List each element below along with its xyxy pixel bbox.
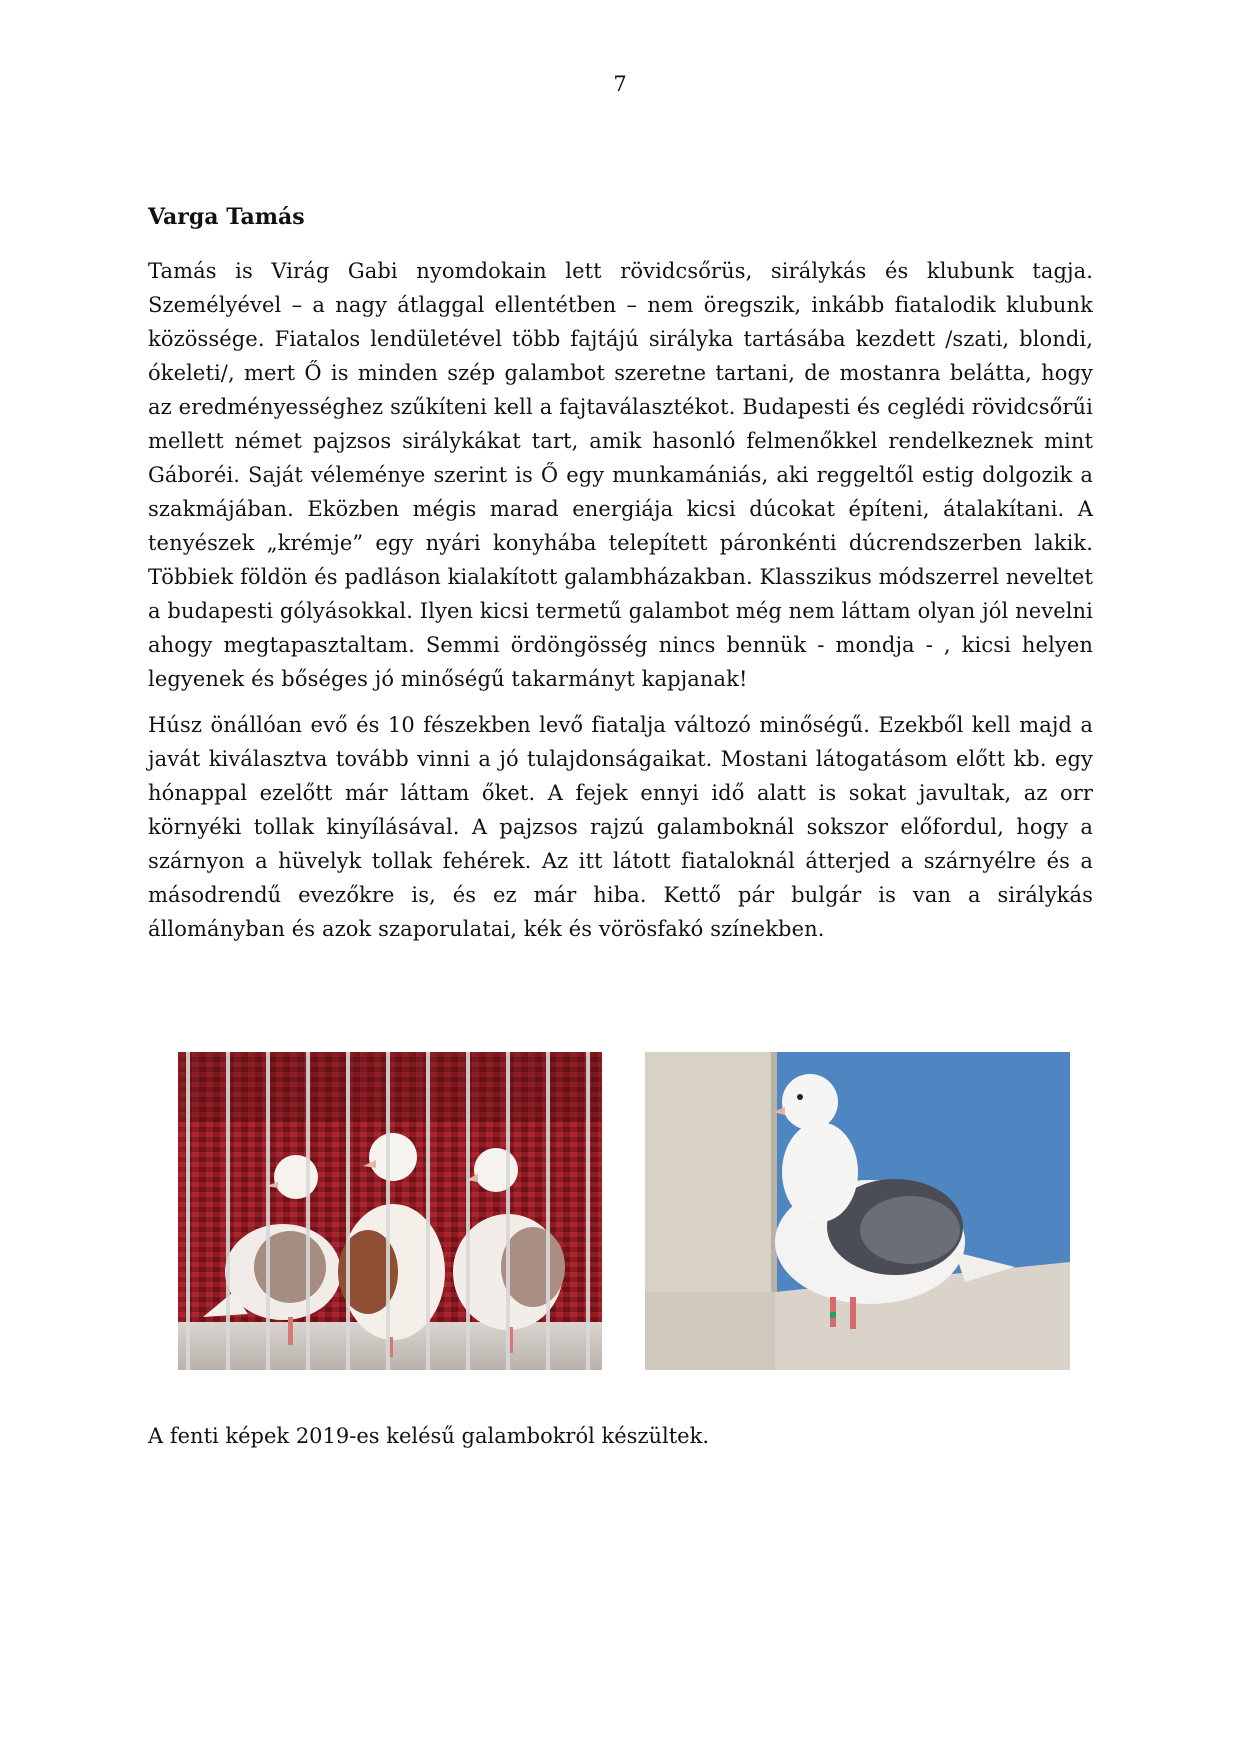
article-heading: Varga Tamás <box>148 204 305 230</box>
pigeon-in-corner-photo <box>645 1052 1070 1370</box>
article-paragraph-1: Tamás is Virág Gabi nyomdokain lett rövidcsőrüs, sirálykás és klubunk tagja. Személyével – a nagy átlaggal ellentétben – nem öregszik, inkább fiatalodik klubunk közössége. Fiatalos lendületével több fajtájú sirályka tartásába kezdett /szati, blondi, ókeleti/, mert Ő is minden szép galambot szeretne tartani, de mostanra belátta, hogy az eredményességhez szűkíteni kell a fajtaválasztékot. Budapesti és ceglédi rövidcsőrűi mellett német pajzsos sirálykákat tart, amik hasonló felmenőkkel rendelkeznek mint Gáboréi. Saját véleménye szerint is Ő egy munkamániás, aki reggeltől estig dolgozik a szakmájában. Eközben mégis marad energiája kicsi dúcokat építeni, átalakítani. A tenyészek „krémje” egy nyári konyhába telepített páronkénti dúcrendszerben lakik. Többiek földön és padláson kialakított galambházakban. Klasszikus módszerrel neveltet a budapesti gólyásokkal. Ilyen kicsi termetű galambot még nem láttam olyan jól nevelni ahogy megtapasztaltam. Semmi ördöngösség nincs bennük - mondja - , kicsi helyen legyenek és bőséges jó minőségű takarmányt kapjanak! <box>148 259 1093 691</box>
photo-caption: A fenti képek 2019-es kelésű galambokról készültek. <box>148 1424 710 1448</box>
article <box>148 200 1093 958</box>
article-paragraph-2: Húsz önállóan evő és 10 fészekben levő fiatalja változó minőségű. Ezekből kell majd a javát kiválasztva tovább vinni a jó tulajdonságaikat. Mostani látogatásom előtt kb. egy hónappal ezelőtt már láttam őket. A fejek ennyi idő alatt is sokat javultak, az orr környéki tollak kinyílásával. A pajzsos rajzú galamboknál sokszor előfordul, hogy a szárnyon a hüvelyk tollak fehérek. Az itt látott fiataloknál átterjed a szárnyélre és a másodrendű evezőkre is, és ez már hiba. Kettő pár bulgár is van a sirálykás állományban és azok szaporulatai, kék és vörösfakó színekben. <box>148 713 1093 941</box>
pigeons-in-cage-photo <box>178 1052 602 1370</box>
page-number: 7 <box>613 72 627 96</box>
